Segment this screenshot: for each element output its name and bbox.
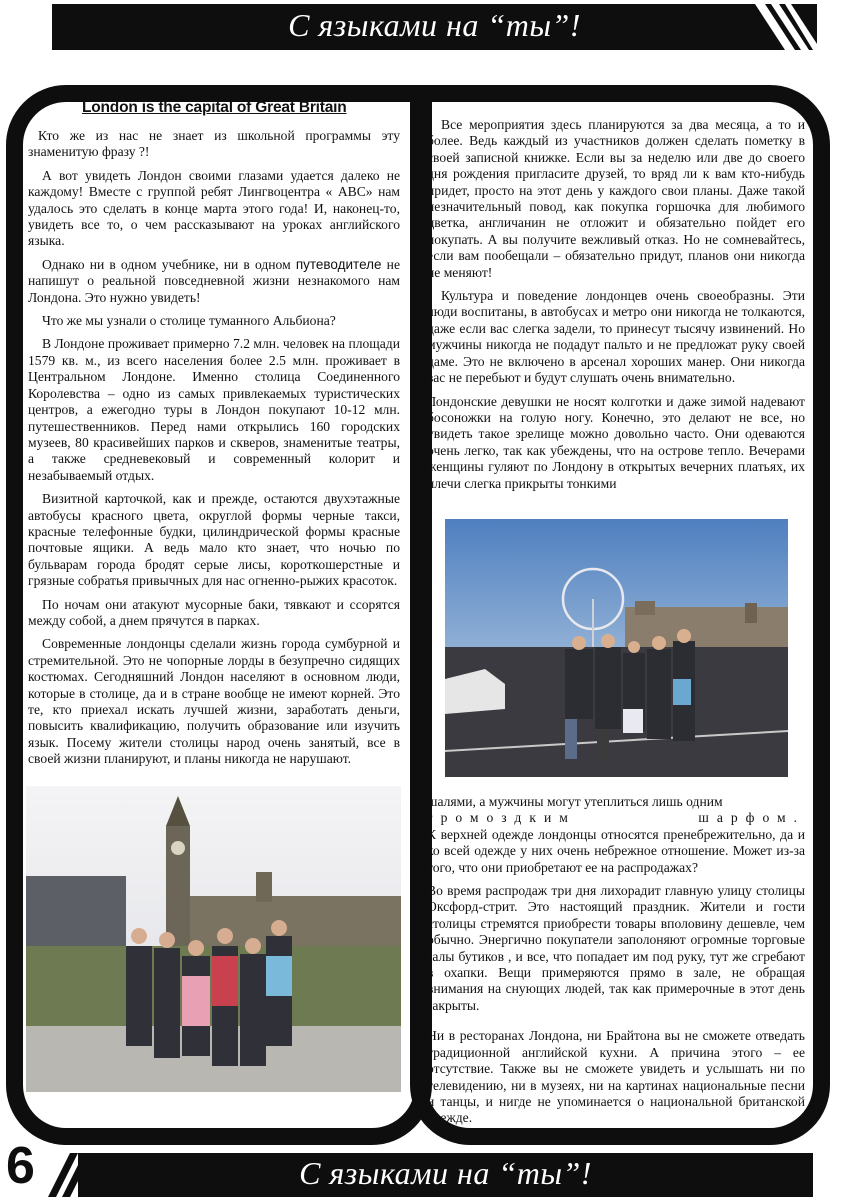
photo-london-eye-group (445, 519, 788, 777)
right-column-text-bottom (427, 794, 805, 1134)
article-headline: London is the capital of Great Britain (82, 99, 347, 116)
paragraph-part: Однако ни в одном учебнике, ни в одном (42, 256, 291, 272)
paragraph (28, 257, 400, 306)
right-column-text-top (427, 117, 805, 499)
paragraph: Кто же из нас не знает из школьной программы эту знаменитую фразу ?! (28, 128, 400, 160)
paragraph: Культура и поведение лондонцев очень своеобразны. Эти люди воспитаны, в автобусах и метро они никогда не толкаются, даже если вас слегка задели, то принесут тысячу извинений. Но мужчины никогда не подадут пальто и не предложат руку своей даме. Это не включено в арсенал хороших манер. Они никогда вас не перебьют и будут слушать очень внимательно. (427, 288, 805, 386)
paragraph: шалями, а мужчины могут утеплиться лишь одним (427, 794, 723, 809)
paragraph-keyword: путеводителе (295, 256, 382, 272)
header-title: С языками на “ты”! (288, 7, 581, 43)
header-stripes-decoration (747, 4, 817, 50)
paragraph: Визитной карточкой, как и прежде, остаются двухэтажные автобусы красного цвета, округлой формы черные такси, красные телефонные будки, цилиндрической формы красные почтовые ящики. А ведь мало кто знает, что ночью по бульварам города бродят серые лисы, короткошерстные и грязные собратья привычных для нас огненно-рыжих красоток. (28, 491, 400, 589)
paragraph-part: не напишут о реальной повседневной жизни незнакомого нам Лондона. Это нужно увидеть! (28, 256, 400, 305)
left-column-text (28, 128, 400, 775)
paragraph: Ни в ресторанах Лондона, ни Брайтона вы не сможете отведать традиционной английской кухни. А причина этого – ее отсутствие. Также вы не сможете увидеть и услышать ни по телевидению, ни в музеях, ни на картинах национальные песни и танцы, и нигде не упоминается о национальной британской одежде. (427, 1028, 805, 1126)
paragraph: По ночам они атакуют мусорные баки, тявкают и ссорятся между собой, а днем прячутся в парках. (28, 596, 400, 628)
footer-title: С языками на “ты”! (299, 1155, 592, 1191)
paragraph: В Лондоне проживает примерно 7.2 млн. человек на площади 1579 кв. м., из всего населения более 2.5 млн. проживает в Центральном Лондоне. Именно столица Соединенного Королевства – одно из самых привлекаемых туристических центров, а ежегодно туры в Лондон покупают 10-12 млн. путешественников. Перед нами открылись 160 городских музеев, 80 красивейших парков и скверов, знаменитые театры, а также средневековый и современный колорит и незабываемый отдых. (28, 336, 400, 483)
paragraph: Современные лондонцы сделали жизнь города сумбурной и стремительной. Это не чопорные лорды в безупречно сидящих костюмах. Сегодняшний Лондон населяют в основном люди, которые в столице, да и в стране вообще не имеют корней. Это те, кто приехал искать лучшей жизни, заработать деньги, повысить квалификацию, получить образование или изучить язык. Посему жители столицы народ очень занятый, все в своей жизни планируют, и планы никогда не нарушают. (28, 636, 400, 767)
footer-stripes-decoration (34, 1153, 94, 1197)
paragraph: А вот увидеть Лондон своими глазами удается далеко не каждому! Вместе с группой ребят Лингвоцентра « АВС» нам удалось это сделать в конце марта этого года! И, наконец-то, увидеть все то, о чем рассказывают на уроках английского языка. (28, 167, 400, 249)
paragraph: К верхней одежде лондонцы относятся пренебрежительно, да и ко всей одежде у них очень небрежное отношение. Может из-за того, что они приобретают ее на распродажах? (427, 826, 805, 875)
page-number: 6 (6, 1137, 35, 1195)
paragraph: Все мероприятия здесь планируются за два месяца, а то и более. Ведь каждый из участников должен сделать пометку в своей записной книжке. Если вы за неделю или две до своего дня рождения пригласите друзей, то вряд ли к вам кто-нибудь придет, просто на этот день у каждого свои планы. Даже такой незначительный повод, как покупка горшочка для любимого цветка, англичанин не отложит и обязательно пойдет его покупать. А вы получите вежливый отказ. Но не сомневайтесь, если вам пообещали – обязательно придут, планов они никогда не меняют! (427, 117, 805, 280)
paragraph: Во время распродаж три дня лихорадит главную улицу столицы Оксфорд-стрит. Это настоящий праздник. Жители и гости столицы стремятся приобрести товары вполовину дешевле, чем обычно. Энергично покупатели заполоняют огромные торговые залы бутиков , и все, что попадает им под руку, тут же сгребают в охапки. Вещи примеряются прямо в зале, не обращая внимания на снующих людей, так как примерочные в этот день закрыты. (427, 883, 805, 1013)
photo-big-ben-group (26, 786, 401, 1092)
paragraph: громоздким шарфом. (427, 810, 805, 826)
header-banner (52, 4, 817, 50)
paragraph: Лондонские девушки не носят колготки и даже зимой надевают босоножки на голую ногу. Конечно, это делают не все, но увидеть такое зрелище можно довольно часто. Они одеваются очень легко, так как убеждены, что на острове тепло. Вечерами женщины гуляют по Лондону в открытых вечерних платьях, их плечи слегка прикрыты тонкими (427, 393, 805, 491)
paragraph: Что же мы узнали о столице туманного Альбиона? (42, 313, 336, 329)
footer-banner (78, 1153, 813, 1197)
